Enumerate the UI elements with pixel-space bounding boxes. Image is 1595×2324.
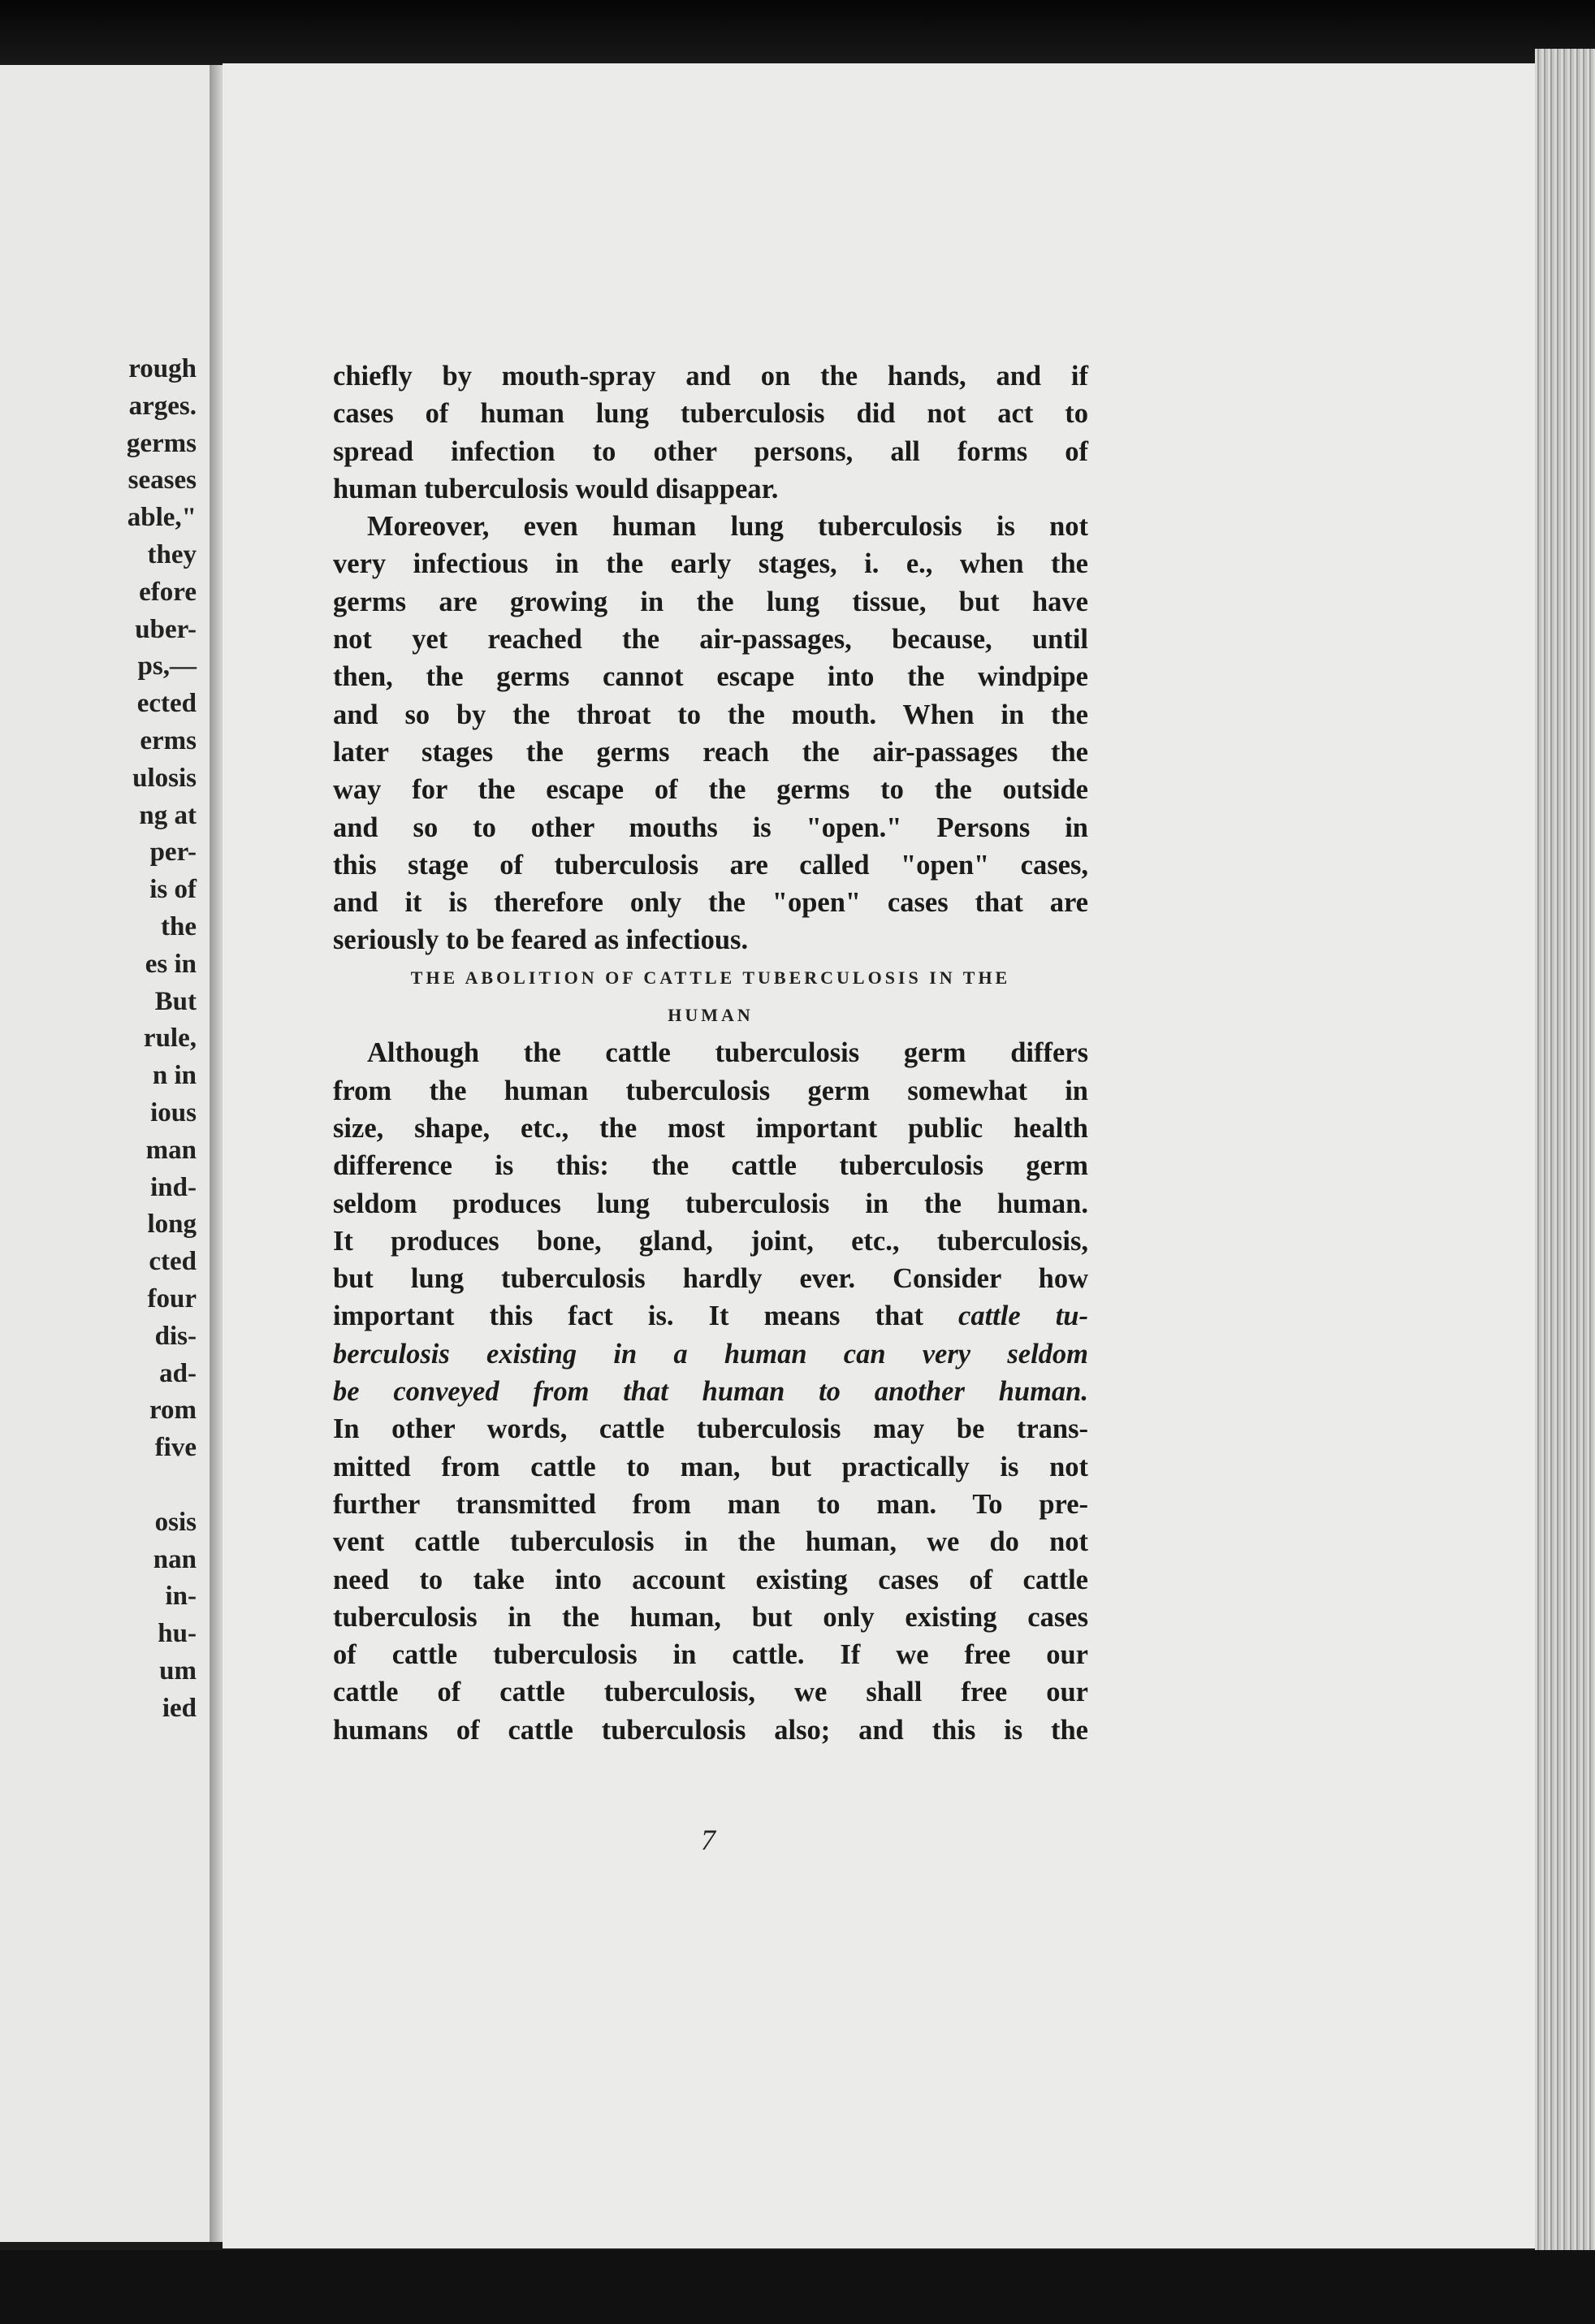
text-line: seriously to be feared as infectious. [333, 924, 749, 956]
text-line: spread infection to other persons, all forms of [333, 435, 1088, 467]
section-heading-line-2: HUMAN [668, 1005, 754, 1026]
text-line: berculosis existing in a human can very seldom [333, 1338, 1088, 1370]
facing-page-fragment: osis [154, 1507, 197, 1537]
facing-page-fragment: dis- [154, 1321, 197, 1351]
facing-page-fragment: um [159, 1655, 197, 1686]
facing-page-fragment: rough [128, 354, 197, 383]
facing-page-fragment: long [147, 1210, 197, 1240]
facing-page-fragment: ected [136, 689, 197, 719]
text-line: humans of cattle tuberculosis also; and this is the [333, 1714, 1088, 1746]
facing-page-fragment: in- [165, 1582, 197, 1612]
text-line: and it is therefore only the "open" cases that are [333, 887, 1088, 919]
text-line: seldom produces lung tuberculosis in the human. [333, 1188, 1088, 1219]
text-line: further transmitted from man to man. To pre- [333, 1488, 1088, 1520]
text-line: size, shape, etc., the most important public health [333, 1112, 1088, 1144]
text-line: cattle of cattle tuberculosis, we shall free our [333, 1677, 1088, 1708]
text-line: this stage of tuberculosis are called "open" cases, [333, 849, 1088, 881]
text-line: way for the escape of the germs to the outside [333, 774, 1088, 806]
text-line: need to take into account existing cases of cattle [333, 1564, 1088, 1595]
facing-page-fragment: hu- [158, 1619, 197, 1649]
facing-page-fragment: erms [140, 725, 197, 755]
facing-page-fragment: the [161, 911, 197, 941]
facing-page-fragment: seases [128, 465, 197, 496]
facing-page-fragment: es in [145, 949, 197, 979]
facing-page-fragment: uber- [135, 614, 197, 644]
facing-page-fragment: five [154, 1433, 197, 1463]
text-line: then, the germs cannot escape into the windpipe [333, 661, 1088, 693]
facing-page-fragment: ulosis [132, 763, 197, 793]
text-line: be conveyed from that human to another human. [333, 1376, 1088, 1408]
page-number: 7 [701, 1824, 715, 1856]
text-line: Moreover, even human lung tuberculosis is not [367, 511, 1088, 543]
text-line: vent cattle tuberculosis in the human, we do not [333, 1526, 1088, 1558]
text-line: and so to other mouths is "open." Persons in [333, 811, 1088, 843]
facing-page-fragment: four [147, 1283, 197, 1313]
italic-run: cattle tu- [958, 1300, 1088, 1332]
section-heading [333, 959, 1088, 1035]
text-line: chiefly by mouth-spray and on the hands, and if [333, 361, 1088, 392]
facing-page-fragment: is of [149, 875, 197, 905]
text-line: mitted from cattle to man, but practically is not [333, 1451, 1088, 1482]
text-line: cases of human lung tuberculosis did not act to [333, 398, 1088, 430]
text-line [333, 1297, 1088, 1335]
text-line: difference is this: the cattle tuberculosis germ [333, 1150, 1088, 1182]
facing-page-fragment: germs [126, 428, 197, 458]
paragraph-2 [333, 508, 1088, 959]
facing-page-fragment: man [145, 1135, 197, 1165]
facing-page-fragment: ind- [150, 1172, 197, 1202]
text-line: of cattle tuberculosis in cattle. If we free our [333, 1639, 1088, 1671]
facing-page-fragment: able," [127, 503, 197, 533]
text-line: tuberculosis in the human, but only existing cases [333, 1601, 1088, 1633]
facing-page-text-column [0, 351, 203, 1727]
text-line: In other words, cattle tuberculosis may be trans- [333, 1413, 1088, 1445]
facing-page-fragment: rom [149, 1396, 197, 1426]
facing-page-fragment: ps,— [137, 651, 197, 682]
facing-page-fragment: n in [152, 1061, 197, 1091]
facing-page-fragment: efore [139, 577, 197, 607]
text-line: not yet reached the air-passages, because, until [333, 624, 1088, 656]
text-line: germs are growing in the lung tissue, but have [333, 586, 1088, 617]
facing-page-fragment: But [154, 986, 197, 1016]
text-line: from the human tuberculosis germ somewhat in [333, 1075, 1088, 1106]
paragraph-3 [333, 1034, 1088, 1749]
facing-page-fragment: per- [149, 837, 197, 868]
text-line: but lung tuberculosis hardly ever. Consider how [333, 1263, 1088, 1295]
section-heading-line-1: THE ABOLITION OF CATTLE TUBERCULOSIS IN THE [410, 967, 1011, 988]
paragraph-1 [333, 357, 1088, 508]
text-line: later stages the germs reach the air-passages the [333, 736, 1088, 768]
text-line: Although the cattle tuberculosis germ differs [367, 1037, 1088, 1069]
text-line: and so by the throat to the mouth. When in the [333, 699, 1088, 730]
facing-page-fragment: ied [162, 1693, 197, 1723]
facing-page-fragment: ng at [139, 800, 197, 830]
book-gutter [210, 65, 223, 2242]
text-line: It produces bone, gland, joint, etc., tuberculosis, [333, 1225, 1088, 1257]
facing-page-fragment: cted [149, 1247, 197, 1277]
scanner-bottom-band [0, 2250, 1595, 2324]
facing-page-fragment: arges. [128, 391, 197, 421]
facing-page-fragment: nan [153, 1544, 197, 1574]
facing-page-fragment: they [147, 539, 197, 569]
facing-page-fragment: ious [150, 1097, 197, 1127]
page-edge-stack [1535, 49, 1595, 2258]
text-run: important this fact is. It means that [333, 1300, 959, 1332]
page-body [333, 357, 1088, 1749]
text-line: human tuberculosis would disappear. [333, 473, 779, 504]
facing-page-fragment [0, 1467, 203, 1504]
facing-page-fragment: rule, [143, 1024, 197, 1054]
text-line: very infectious in the early stages, i. e., when the [333, 548, 1088, 580]
facing-page-fragment: ad- [159, 1358, 197, 1388]
